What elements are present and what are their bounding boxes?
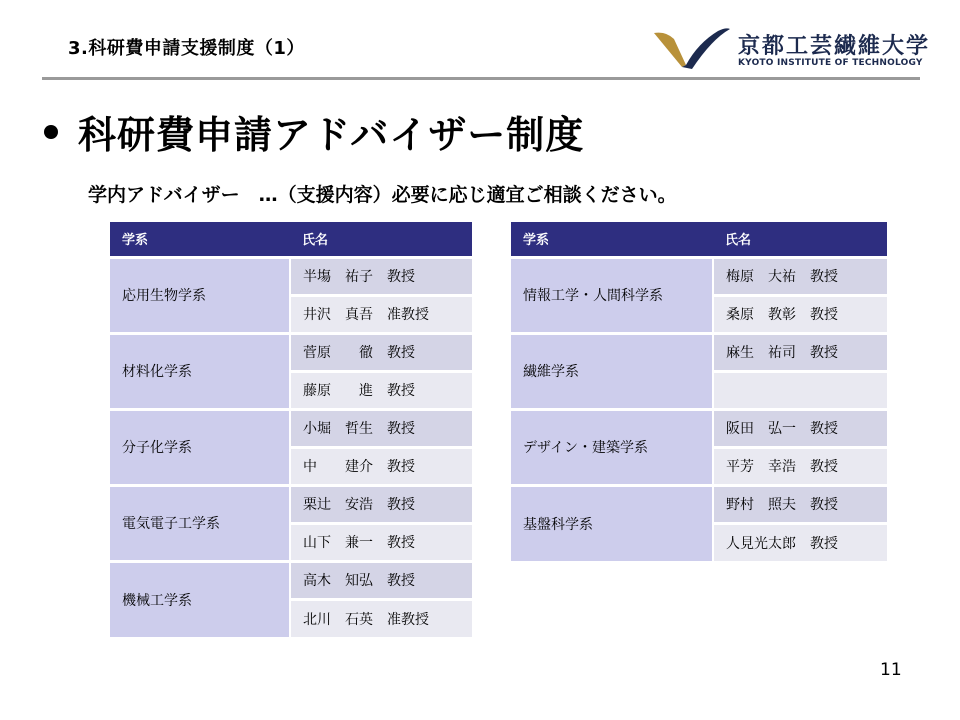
name-cell bbox=[290, 409, 472, 447]
dept-cell: 分子化学系 bbox=[110, 409, 290, 485]
table-row bbox=[511, 257, 887, 295]
advisor-name: 梅原 大祐 教授 bbox=[726, 269, 838, 285]
dept-cell: 繊維学系 bbox=[511, 333, 713, 409]
slide-heading bbox=[44, 104, 584, 159]
name-cell bbox=[290, 371, 472, 409]
advisor-name: 阪田 弘一 教授 bbox=[726, 421, 838, 437]
table-header-row bbox=[110, 222, 472, 257]
name-cell bbox=[713, 333, 887, 371]
advisor-table-right bbox=[511, 222, 887, 561]
advisor-name: 中 建介 教授 bbox=[303, 459, 415, 475]
advisor-name: 北川 石英 准教授 bbox=[303, 611, 429, 628]
advisor-table-left bbox=[110, 222, 472, 637]
advisor-name: 麻生 祐司 教授 bbox=[726, 345, 838, 361]
name-cell bbox=[290, 257, 472, 295]
name-cell bbox=[713, 371, 887, 409]
university-logo bbox=[652, 25, 931, 73]
section-title: 3.科研費申請支援制度（1） bbox=[68, 38, 305, 59]
table-row bbox=[110, 257, 472, 295]
dept-cell: 情報工学・人間科学系 bbox=[511, 257, 713, 333]
column-header-dept: 学系 bbox=[511, 222, 713, 257]
advisor-name: 平芳 幸浩 教授 bbox=[726, 459, 838, 475]
name-cell bbox=[290, 295, 472, 333]
advisor-name: 桑原 教彰 教授 bbox=[726, 307, 838, 323]
name-cell bbox=[713, 447, 887, 485]
dept-cell: 電気電子工学系 bbox=[110, 485, 290, 561]
dept-cell: 材料化学系 bbox=[110, 333, 290, 409]
name-cell bbox=[290, 523, 472, 561]
dept-cell: 応用生物学系 bbox=[110, 257, 290, 333]
column-header-name: 氏名 bbox=[713, 222, 887, 257]
advisor-name: 菅原 徹 教授 bbox=[303, 345, 415, 361]
advisor-name: 野村 照夫 教授 bbox=[726, 497, 838, 513]
advisor-name: 山下 兼一 教授 bbox=[303, 535, 415, 551]
advisor-name: 高木 知弘 教授 bbox=[303, 573, 415, 589]
name-cell bbox=[713, 295, 887, 333]
dept-cell: デザイン・建築学系 bbox=[511, 409, 713, 485]
name-cell bbox=[290, 599, 472, 637]
column-header-dept: 学系 bbox=[110, 222, 290, 257]
table-header-row bbox=[511, 222, 887, 257]
logo-name-en: KYOTO INSTITUTE OF TECHNOLOGY bbox=[738, 58, 923, 68]
name-cell bbox=[290, 485, 472, 523]
bullet-icon bbox=[44, 125, 58, 139]
name-cell bbox=[290, 333, 472, 371]
name-cell bbox=[713, 257, 887, 295]
advisor-name: 藤原 進 教授 bbox=[303, 383, 415, 399]
column-header-name: 氏名 bbox=[290, 222, 472, 257]
name-cell bbox=[290, 447, 472, 485]
logo-name-jp: 京都工芸繊維大学 bbox=[738, 34, 931, 59]
header-divider bbox=[42, 77, 920, 80]
table-row bbox=[110, 561, 472, 599]
logo-mark-icon bbox=[652, 25, 732, 71]
subtitle: 学内アドバイザー …（支援内容）必要に応じ適宜ご相談ください。 bbox=[88, 184, 677, 206]
advisor-name: 井沢 真吾 准教授 bbox=[303, 307, 429, 323]
table-row bbox=[511, 409, 887, 447]
advisor-name: 人見光太郎 教授 bbox=[726, 535, 838, 552]
advisor-name: 半塲 祐子 教授 bbox=[303, 269, 415, 285]
dept-cell: 基盤科学系 bbox=[511, 485, 713, 561]
name-cell bbox=[713, 523, 887, 561]
name-cell bbox=[713, 485, 887, 523]
dept-cell: 機械工学系 bbox=[110, 561, 290, 637]
table-row bbox=[110, 485, 472, 523]
page-number: 11 bbox=[880, 660, 902, 680]
advisor-name: 小堀 哲生 教授 bbox=[303, 421, 415, 437]
name-cell bbox=[713, 409, 887, 447]
heading-text: 科研費申請アドバイザー制度 bbox=[78, 113, 585, 157]
table-row bbox=[511, 333, 887, 371]
name-cell bbox=[290, 561, 472, 599]
table-row bbox=[110, 409, 472, 447]
table-row bbox=[110, 333, 472, 371]
table-row bbox=[511, 485, 887, 523]
advisor-name: 栗辻 安浩 教授 bbox=[303, 497, 415, 513]
